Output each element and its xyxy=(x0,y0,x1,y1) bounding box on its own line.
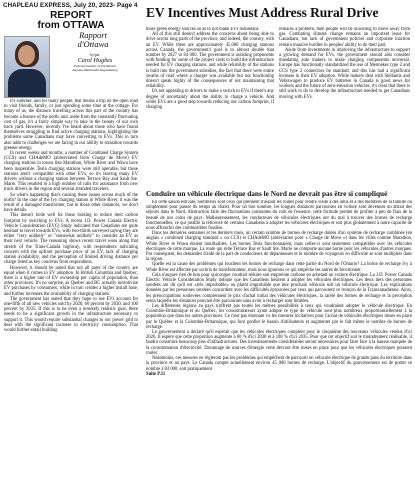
middle-column xyxy=(146,27,274,187)
french-article-body xyxy=(146,200,412,478)
author-face xyxy=(18,45,35,65)
author-photo xyxy=(4,36,50,98)
report-subtitle-line1: Rapport xyxy=(79,30,107,40)
left-paragraph: In recent weeks and months, a number of Combined Charge System (CCS) and CHAdeMO (abbreviated from Charge de Move) EV charging stations in towns like Marathon, White River and Wawa have been inoperable. Tesla charging stations were still operable, but those stations aren't compatible with other EVs, so it's leaving many EV drivers without a charging station between Terrace Bay and Sault Ste. Marie. This resulted in a high number of calls for assistance from new truck drivers in the region and several stranded travelers. xyxy=(4,151,138,193)
author-name: Carol Hughes xyxy=(77,57,113,64)
fr-paragraph: Néanmoins, ces mesures ne règleront pas les problèmes qui empêchent de parcourir en véhicule électrique de grands pans du territoire dans la province et au pays. Le Canada compte actuellement environ 45 000 bornes de recharge. L'objectif du gouvernement est de porter ce nombre à 84 000, soit pratiquement xyxy=(146,356,412,372)
mid-paragraph: more green energy sources so as to not make EVs redundant. xyxy=(146,27,260,32)
left-paragraph: So what's happening that's causing these issues across much of the north? In the case of the Ivy charging station in White River, it was the result of a damaged transformer, but in those other instances, we don't have details. xyxy=(4,192,138,214)
author-body xyxy=(8,69,46,98)
right-paragraph: remains a problem, then people will be unwilling to move away from gas. Combating climate change remains an important issue for Canadians, but lack of government policies and corporate inaction remain massive hurdles in peoples' ability to do their part. xyxy=(279,27,410,48)
article-headline: EV Incentives Must Address Rural Drive xyxy=(146,5,379,20)
fr-paragraph: Cela n'augure rien de bon pour quiconque voudrait réduire son empreinte carbone en achetant un voiture électrique. La J.D. Power Canada Electric Vehicle Consideration Study indique que les Canadiens hésitent à adopter les véhicules électriques. Les deux tiers des personnes sondées ont dit qu'il est «très improbable» ou plutôt improbable que leur prochain véhicule soit un véhicule électrique. Les explications données par les personnes sondées concordent avec les difficultés éprouvées par ceux qui parcourent ce tronçon de la Transcanadienne. Ainsi, les préoccupations soulevées comprennent le prix d'achat initial des véhicules électriques, la rareté des bornes de recharge et la perception selon laquelle les distances pouvant être parcourues sans avoir à recharger sont limitées. xyxy=(146,272,412,304)
fr-paragraph: Le gouvernement a déclaré qu'il espérait que les véhicules électriques comptent pour le cinquième des nouveaux véhicules vendus d'ici 2026. Il espère que cette proportion augmente à 60 % d'ici 2030 et à 100 % d'ici 2035. Pour que cet objectif soit le moindrement réalisable, il faudra construire beaucoup plus d'infrastructures. Des investissements considérables seront nécessaires pour faire face à la hausse marquée de la consommation d'électricité. Davantage de sources d'énergie verte devront être mises en place pour que les véhicules électriques puissent rouler. xyxy=(146,330,412,356)
left-paragraph: The government has stated that they hope to see EVs account for one-fifth of all new vehicles sold by 2026, 60 percent by 2030, and 100 percent by 2035. If this is to be even a remotely realistic goal, there needs to be a significant growth in the infrastructure necessary to support it. This would require substantial changes to our power grid to deal with the significant increase in electricity consumption. That would further entail building xyxy=(4,296,138,333)
left-paragraph: It's summer, and for many people, that means a trip on the open road to visit friends, family, or just spending some time at the cottage. For many of us, the distance travelling across this part of the country has become a feature of the north, and, aside from the constantly fluctuating cost of gas, it's a fairly simple way to take in the beauty of our own back yard. However, recently I've heard about those who have found themselves struggling to find active charging stations, highlighting the problems some Canadians may have converting to EVs. This in turn also adds to challenges we are facing in our ability to transition towards greener energy. xyxy=(4,99,138,151)
author-role-line1: Federal member of Parliament xyxy=(73,64,117,68)
left-paragraph: However, it should be noted that not all parts of the country are equal when it comes to EV adoption. In British Columbia and Quebec, there is a higher rate of EV ownership per capita of population, than other provinces. It's no surprise, as Quebec and BC actually incentivize EV purchases by consumers, while in turn creates a higher install base, and further increases the availability of charging stations. xyxy=(4,265,138,297)
byline-by: by/par xyxy=(90,53,100,57)
fr-paragraph: Quelle est la cause des problèmes qui touchent les bornes de recharge dans cette partie du Nord de l'Ontario? La borne de recharge Ivy à White River est affectée par un bris de transformateur, mais nous ignorons ce qui empêche les autres de fonctionner. xyxy=(146,262,412,273)
fr-paragraph: Dans les dernières semaines et les derniers mois, un certain nombre de bornes de recharge dotées d'un système de recharge combinée (en anglais « combined charging standard » ou CCS) et CHAdeMO (abréviation pour « Charge de Move ») dans les villes comme Marathon, White River et Wawa étaient inutilisables. Les bornes Tesla fonctionnaient, mais celles-ci sont seulement compatibles avec les véhicules électriques de cette marque. La route qui relie Terrace Bay et Sault Ste. Marie ne comporte aucune borne pour les véhicules d'autres marques. Par conséquent, les demandes d'aide de la part de conducteurs de dépanneuses et le nombre de voyageurs en difficulté se sont multipliés dans la région. xyxy=(146,231,412,263)
report-title-line1: REPORT xyxy=(50,10,92,21)
byline xyxy=(50,53,140,72)
fr-paragraph: Les différentes régions au pays n'offrent pas toutes les mêmes possibilités à ceux qui voudraient adopter le véhicule électrique. En Colombie-Britannique et au Québec, les consommateurs ayant adopté ce type de véhicule sont plus nombreux proportionnellement à la population que dans les autres provinces. Ce n'est pas étonnant vu les mesures incitatives pour l'achat de véhicules électriques mises en place par le Québec et la Colombie-Britannique, qui font gonfler le bassin d'utilisateurs et augmenter par le fait même le nombre de bornes de recharge. xyxy=(146,304,412,330)
right-paragraph: Aside from investments in improving the infrastructure to support a growing demand for EVs, the government should also consider mandating auto makers to make charging components universal. Europe has functionally standardized the use of Mennekes type 2 and CCS type 2 connectors be standard, and this has had a significant increase in their EV adoption. While makers deal with Stellantis and Volkswagen to produce EV batteries in Canada is good news for workers and the future of zero-emission vehicles, it's clear that there is still work to do to develop the infrastructure needed to get Canadians moving with EVs. xyxy=(279,47,410,100)
report-title-line2: from OTTAWA xyxy=(37,20,105,31)
french-headline: Conduire un véhicule électrique dans le Nord ne devrait pas être si compliqué xyxy=(146,189,388,198)
mid-paragraph: It's not appealing to drivers to make a switch to EVs if there's any degree of uncertainty about the ability to charge a vehicle. And while EVs are a good step towards reducing our carbon footprint, if charging xyxy=(146,89,274,111)
left-paragraph: This doesn't bode well for those looking to reduce their carbon footprint by switching to EVs. A recent J.D. Power Canada Electric Vehicle Consideration (EVC) Study indicated that Canadians are quite hesitant to travel towards EVs, with two-thirds surveyed saying they are either "very unlikely" or "somewhat unlikely" to consider an EV as their next vehicle. The reasoning shows recent travel woes along that stretch of the Trans-Canada highway, with respondents indicating concern with the upfront purchase price of an EV, lack of charging station availability, and the perception of limited driving distance per charge listed as key concerns from respondents. xyxy=(4,213,138,266)
fr-paragraph: En cette saison estivale, nombreux sont ceux qui prennent d'assaut les routes pour rendre visite à des amis et à des membres de la famille ou simplement pour passer du temps au chalet. Pour un bon nombre, les longues distances parcourues en voiture sont devenues un attrait des séjours dans le Nord. Abstraction faite des fluctuations constantes du coût de l'essence, cette formule permet de profiter à peu de frais de la beauté de nos coins de pays. Malheureusement, les conducteurs de véhicules électriques ont du mal à trouver des bornes de recharge fonctionnelles, ce qui justifie la réticence de certains Canadiens à adopter les véhicules électriques et soit plus globalement à notre capacité de nous affranchir des combustibles fossiles. xyxy=(146,200,412,232)
right-column xyxy=(279,27,410,187)
left-column xyxy=(4,99,138,477)
mid-paragraph: All of this still doesn't address the concerns about being able to drive across long parts of the province, and indeed, the country, with an EV. While there are approximately 45,000 charging stations across Canada, the government's goal is to almost double that number by 2027 to 84 000. The government is assisting proponents with funding for some of the project costs to build the infrastructure needed for EV charging stations, and while reliability of the stations is built into the government subsidies, the fact that there were entire swaths of road where a charger was available but not functioning doesn't speak highly of the consequences of not maintaining that reliability. xyxy=(146,32,274,90)
continued-note: Suite P.11 xyxy=(146,371,166,377)
author-role-line2: Algoma-Manitoulin-Kapuskasing xyxy=(72,68,118,72)
report-subtitle-line2: d'Ottawa xyxy=(77,39,109,49)
masthead: CHAPLEAU EXPRESS, July 20, 2023- Page 4 xyxy=(3,2,138,9)
